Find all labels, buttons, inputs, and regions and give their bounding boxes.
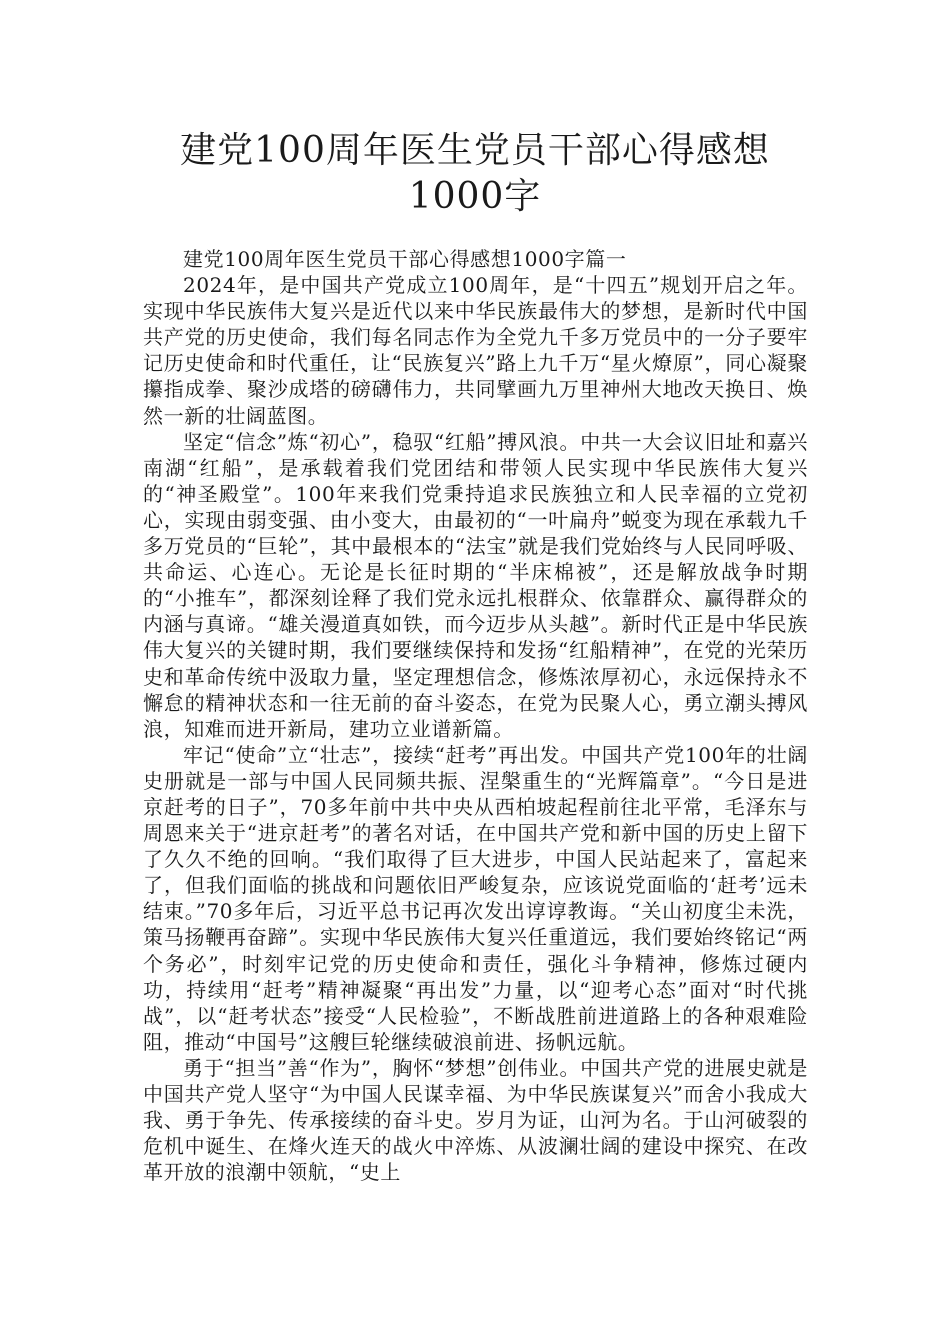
body-paragraph-4: 勇于“担当”善“作为”，胸怀“梦想”创伟业。中国共产党的进展史就是中国共产党人坚守“为中国人民谋幸福、为中华民族谋复兴”而舍小我成大我、勇于争先、传承接续的奋斗史。岁月为证，山河为名。于山河破裂的危机中诞生、在烽火连天的战火中淬炼、从波澜壮阔的建设中探究、在改革开放的浪潮中领航，“史上 bbox=[143, 1055, 808, 1185]
body-paragraph-1: 2024年，是中国共产党成立100周年，是“十四五”规划开启之年。实现中华民族伟大复兴是近代以来中华民族最伟大的梦想，是新时代中国共产党的历史使命，我们每名同志作为全党九千多万党员中的一分子要牢记历史使命和时代重任，让“民族复兴”路上九千万“星火燎原”，同心凝聚攥指成拳、聚沙成塔的磅礴伟力，共同擘画九万里神州大地改天换日、焕然一新的壮阔蓝图。 bbox=[143, 273, 808, 428]
body-paragraph-3: 牢记“使命”立“壮志”，接续“赶考”再出发。中国共产党100年的壮阔史册就是一部与中国人民同频共振、涅槃重生的“光辉篇章”。“今日是进京赶考的日子”，70多年前中共中央从西柏坡起程前往北平常，毛泽东与周恩来关于“进京赶考”的著名对话，在中国共产党和新中国的历史上留下了久久不绝的回响。“我们取得了巨大进步，中国人民站起来了，富起来了，但我们面临的挑战和问题依旧严峻复杂，应该说党面临的‘赶考’远未结束。”70多年后，习近平总书记再次发出谆谆教诲。“关山初度尘未洗，策马扬鞭再奋蹄”。实现中华民族伟大复兴任重道远，我们要始终铭记“两个务必”，时刻牢记党的历史使命和责任，强化斗争精神，修炼过硬内功，持续用“赶考”精神凝聚“再出发”力量，以“迎考心态”面对“时代挑战”，以“赶考状态”接受“人民检验”，不断战胜前进道路上的各种艰难险阻，推动“中国号”这艘巨轮继续破浪前进、扬帆远航。 bbox=[143, 742, 808, 1054]
body-paragraph-2: 坚定“信念”炼“初心”，稳驭“红船”搏风浪。中共一大会议旧址和嘉兴南湖“红船”，是承载着我们党团结和带领人民实现中华民族伟大复兴的“神圣殿堂”。100年来我们党秉持追求民族独立和人民幸福的立党初心，实现由弱变强、由小变大，由最初的“一叶扁舟”蜕变为现在承载九千多万党员的“巨轮”，其中最根本的“法宝”就是我们党始终与人民同呼吸、共命运、心连心。无论是长征时期的“半床棉被”，还是解放战争时期的“小推车”，都深刻诠释了我们党永远扎根群众、依靠群众、赢得群众的内涵与真谛。“雄关漫道真如铁，而今迈步从头越”。新时代正是中华民族伟大复兴的关键时期，我们要继续保持和发扬“红船精神”，在党的光荣历史和革命传统中汲取力量，坚定理想信念，修炼浓厚初心，永远保持永不懈怠的精神状态和一往无前的奋斗姿态，在党为民聚人心，勇立潮头搏风浪，知难而进开新局，建功立业谱新篇。 bbox=[143, 429, 808, 741]
document-title: 建党100周年医生党员干部心得感想1000字 bbox=[180, 130, 770, 217]
document-body bbox=[143, 246, 808, 1185]
section-heading: 建党100周年医生党员干部心得感想1000字篇一 bbox=[183, 247, 627, 271]
